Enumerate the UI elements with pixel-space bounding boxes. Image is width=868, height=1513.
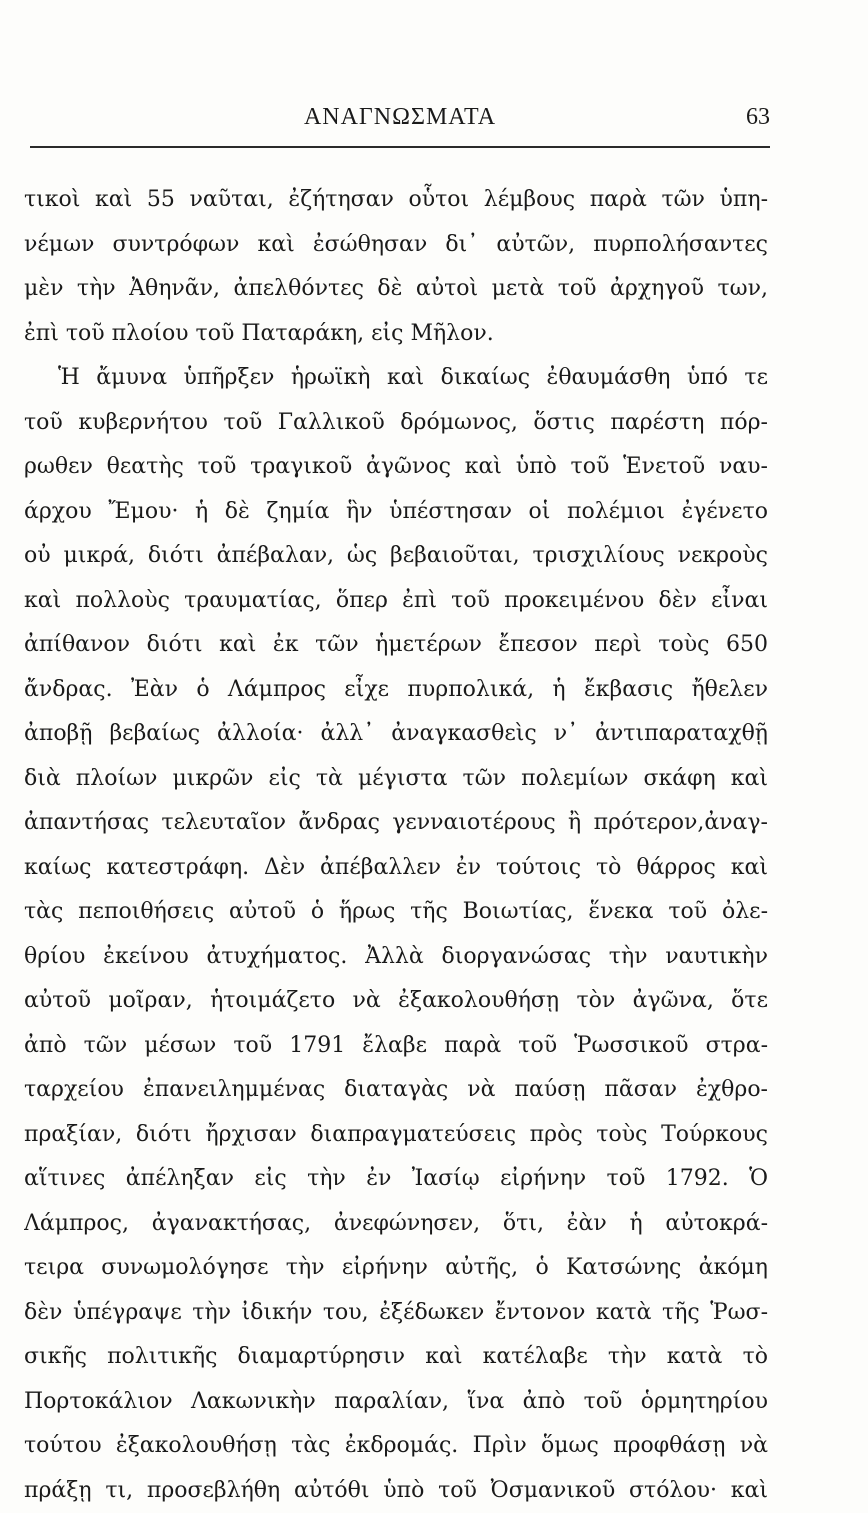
text-line: νέμων συντρόφων καὶ ἐσώθησαν δι᾽ αὐτῶν, πυρπολήσαντες <box>24 223 768 268</box>
text-line: καίως κατεστράφη. Δὲν ἀπέβαλλεν ἐν τούτοις τὸ θάρρος καὶ <box>24 846 768 891</box>
text-line: μὲν τὴν Ἀθηνᾶν, ἀπελθόντες δὲ αὐτοὶ μετὰ τοῦ ἀρχηγοῦ των, <box>24 267 768 312</box>
text-line: ταρχείου ἐπανειλημμένας διαταγὰς νὰ παύσῃ πᾶσαν ἐχθρο- <box>24 1068 768 1113</box>
header-rule <box>30 146 770 148</box>
text-line: τούτου ἐξακολουθήσῃ τὰς ἐκδρομάς. Πρὶν ὅμως προφθάσῃ νὰ <box>24 1424 768 1469</box>
text-line: ρωθεν θεατὴς τοῦ τραγικοῦ ἀγῶνος καὶ ὑπὸ τοῦ Ἑνετοῦ ναυ- <box>24 445 768 490</box>
text-line: διὰ πλοίων μικρῶν εἰς τὰ μέγιστα τῶν πολεμίων σκάφη καὶ <box>24 757 768 802</box>
text-line: Πορτοκάλιον Λακωνικὴν παραλίαν, ἵνα ἀπὸ τοῦ ὁρμητηρίου <box>24 1380 768 1425</box>
text-line: ἀπίθανον διότι καὶ ἐκ τῶν ἡμετέρων ἔπεσον περὶ τοὺς 650 <box>24 623 768 668</box>
text-line: άρχου Ἔμου· ἡ δὲ ζημία ἣν ὑπέστησαν οἱ πολέμιοι ἐγένετο <box>24 490 768 535</box>
text-line: ἀπαντήσας τελευταῖον ἄνδρας γενναιοτέρους ἢ πρότερον,ἀναγ- <box>24 801 768 846</box>
text-line: δὲν ὑπέγραψε τὴν ἰδικήν του, ἐξέδωκεν ἔντονον κατὰ τῆς Ῥωσ- <box>24 1291 768 1336</box>
text-line: τικοὶ καὶ 55 ναῦται, ἐζήτησαν οὗτοι λέμβους παρὰ τῶν ὑπη- <box>24 178 768 223</box>
running-head <box>30 104 770 136</box>
text-line: Ἡ ἄμυνα ὑπῆρξεν ἡρωϊκὴ καὶ δικαίως ἐθαυμάσθη ὑπό τε <box>24 356 768 401</box>
text-line: αὐτοῦ μοῖραν, ἡτοιμάζετο νὰ ἐξακολουθήσῃ τὸν ἀγῶνα, ὅτε <box>24 979 768 1024</box>
text-line: Λάμπρος, ἀγανακτήσας, ἀνεφώνησεν, ὅτι, ἐὰν ἡ αὐτοκρά- <box>24 1202 768 1247</box>
text-line: ἐπὶ τοῦ πλοίου τοῦ Παταράκη, εἰς Μῆλον. <box>24 312 768 357</box>
text-line: πράξῃ τι, προσεβλήθη αὐτόθι ὑπὸ τοῦ Ὀσμανικοῦ στόλου· καὶ <box>24 1469 768 1513</box>
page-number: 63 <box>746 104 770 131</box>
running-head-title: ΑΝΑΓΝΩΣΜΑΤΑ <box>30 104 770 131</box>
text-line: τοῦ κυβερνήτου τοῦ Γαλλικοῦ δρόμωνος, ὅστις παρέστη πόρ- <box>24 401 768 446</box>
body-text <box>24 178 768 1513</box>
text-line: τὰς πεποιθήσεις αὐτοῦ ὁ ἥρως τῆς Βοιωτίας, ἕνεκα τοῦ ὀλε- <box>24 890 768 935</box>
text-line: πραξίαν, διότι ἤρχισαν διαπραγματεύσεις πρὸς τοὺς Τούρκους <box>24 1113 768 1158</box>
text-line: σικῆς πολιτικῆς διαμαρτύρησιν καὶ κατέλαβε τὴν κατὰ τὸ <box>24 1335 768 1380</box>
text-line: οὐ μικρά, διότι ἀπέβαλαν, ὡς βεβαιοῦται, τρισχιλίους νεκροὺς <box>24 534 768 579</box>
text-line: θρίου ἐκείνου ἀτυχήματος. Ἀλλὰ διοργανώσας τὴν ναυτικὴν <box>24 935 768 980</box>
text-line: ἀποβῇ βεβαίως ἀλλοία· ἀλλ᾽ ἀναγκασθεὶς ν᾽ ἀντιπαραταχθῇ <box>24 712 768 757</box>
text-line: τειρα συνωμολόγησε τὴν εἰρήνην αὐτῆς, ὁ Κατσώνης ἀκόμη <box>24 1246 768 1291</box>
text-line: ἀπὸ τῶν μέσων τοῦ 1791 ἔλαβε παρὰ τοῦ Ῥωσσικοῦ στρα- <box>24 1024 768 1069</box>
text-line: καὶ πολλοὺς τραυματίας, ὅπερ ἐπὶ τοῦ προκειμένου δὲν εἶναι <box>24 579 768 624</box>
text-line: αἵτινες ἀπέληξαν εἰς τὴν ἐν Ἰασίῳ εἰρήνην τοῦ 1792. Ὁ <box>24 1157 768 1202</box>
text-line: ἄνδρας. Ἐὰν ὁ Λάμπρος εἶχε πυρπολικά, ἡ ἔκβασις ἤθελεν <box>24 668 768 713</box>
